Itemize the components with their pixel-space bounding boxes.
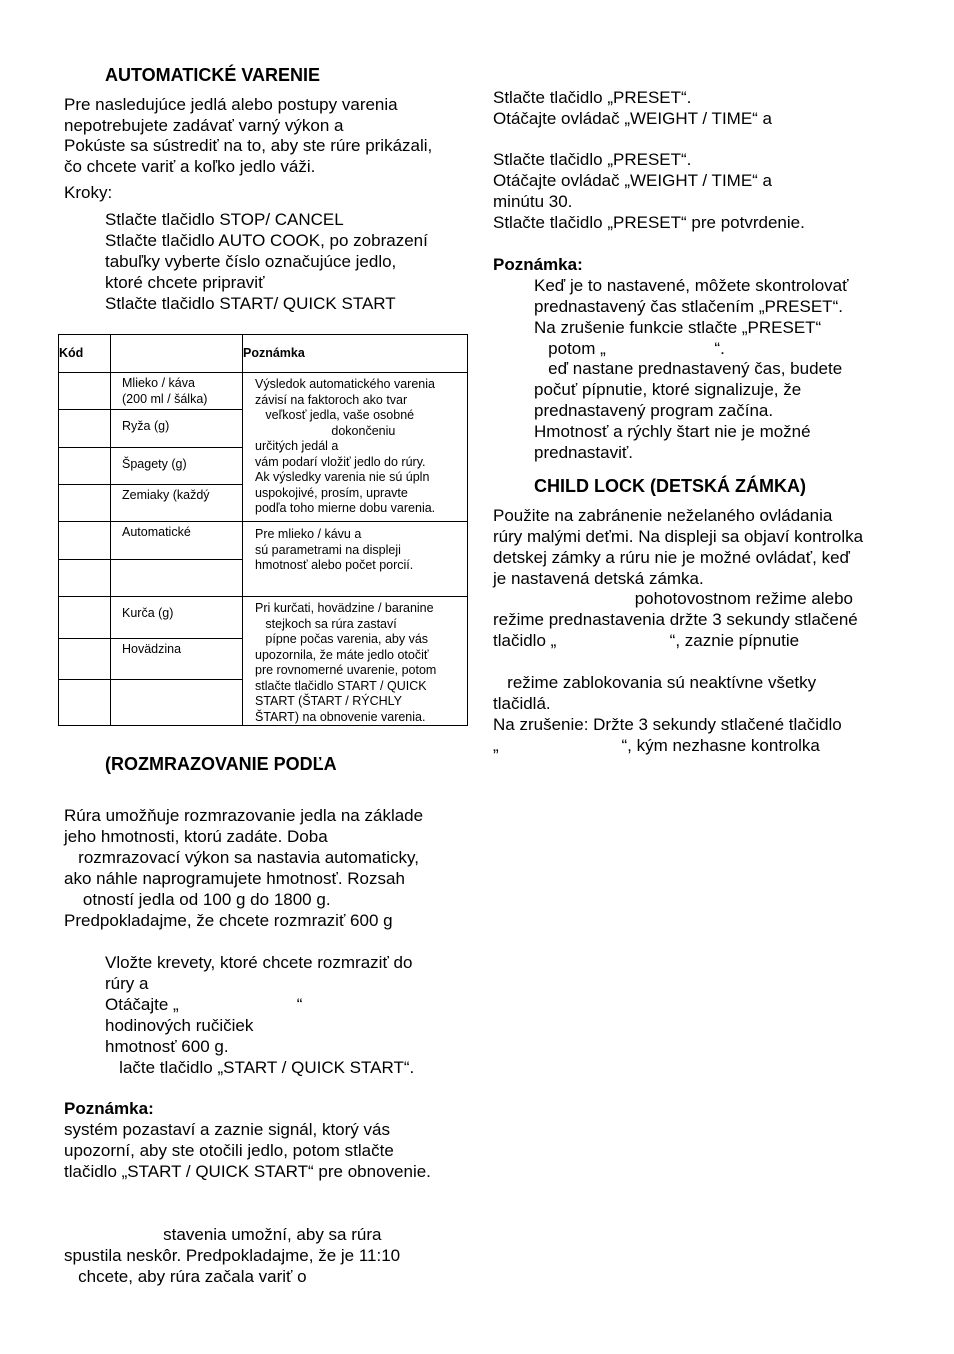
defrost-step: hodinových ručičiek	[105, 1016, 254, 1035]
preset-note-line: eď nastane prednastavený čas, budete	[534, 359, 843, 378]
preset-intro-line: chcete, aby rúra začala variť o	[64, 1267, 307, 1286]
note-cell-milk	[243, 522, 468, 597]
food-cell: Hovädzina	[111, 638, 243, 679]
header-note: Poznámka	[243, 335, 468, 373]
preset-note-line: Keď je to nastavené, môžete skontrolovať	[534, 276, 849, 295]
note-cell-general	[243, 373, 468, 522]
defrost-line: rozmrazovací výkon sa nastavia automaticky,	[64, 848, 419, 867]
step-line: Stlačte tlačidlo AUTO COOK, po zobrazení	[105, 231, 428, 250]
code-cell	[59, 448, 111, 485]
child-lock-line: je nastavená detská zámka.	[493, 569, 704, 588]
intro-line: Pre nasledujúce jedlá alebo postupy varenia	[64, 95, 398, 114]
step-line: ktoré chcete pripraviť	[105, 273, 265, 292]
child-lock-line: rúry malými deťmi. Na displeji sa objaví kontrolka	[493, 527, 864, 546]
preset-note-line: Hmotnosť a rýchly štart nie je možné	[534, 422, 811, 441]
defrost-line: otností jedla od 100 g do 1800 g.	[64, 890, 331, 909]
preset-step: Stlačte tlačidlo „PRESET“ pre potvrdenie.	[493, 213, 805, 232]
food-cell: Zemiaky (každý	[111, 485, 243, 522]
food-cell: Kurča (g)	[111, 597, 243, 639]
note-general-text: Výsledok automatického varenia závisí na faktoroch ako tvar veľkosť jedla, vaše osobné dokončeniu určitých jedál a vám podarí vložiť jedlo do rúry. Ak výsledky varenia nie sú úpln uspokojivé, prosím, upravte podľa toho mierne dobu varenia.	[255, 377, 436, 515]
defrost-step: hmotnosť 600 g.	[105, 1037, 229, 1056]
child-lock-line: Použite na zabránenie neželaného ovládania	[493, 506, 833, 525]
note-milk-text: Pre mlieko / kávu a sú parametrami na displeji hmotnosť alebo počet porcií.	[255, 527, 414, 572]
code-cell	[59, 597, 111, 639]
preset-step: Otáčajte ovládač „WEIGHT / TIME“ a	[493, 109, 773, 128]
food-cell: Ryža (g)	[111, 410, 243, 448]
defrost-note-line: tlačidlo „START / QUICK START“ pre obnovenie.	[64, 1162, 431, 1181]
auto-cook-heading: AUTOMATICKÉ VARENIE	[105, 65, 321, 85]
defrost-heading: (ROZMRAZOVANIE PODĽA	[105, 754, 337, 774]
defrost-step: Vložte krevety, ktoré chcete rozmraziť do	[105, 953, 413, 972]
code-cell	[59, 373, 111, 410]
code-cell	[59, 522, 111, 560]
preset-note-line: Na zrušenie funkcie stlačte „PRESET“	[534, 318, 822, 337]
defrost-note-line: systém pozastaví a zaznie signál, ktorý vás	[64, 1120, 390, 1139]
child-lock-line: detskej zámky a rúru nie je možné ovládať, keď	[493, 548, 850, 567]
step-line: Stlačte tlačidlo STOP/ CANCEL	[105, 210, 344, 229]
steps-label: Kroky:	[64, 183, 113, 202]
food-cell	[111, 560, 243, 597]
step-line: tabuľky vyberte číslo označujúce jedlo,	[105, 252, 397, 271]
food-cell: Automatické	[111, 522, 243, 560]
auto-cook-table	[58, 334, 468, 726]
child-lock-line: režime zablokovania sú neaktívne všetky	[493, 673, 817, 692]
child-lock-line: pohotovostnom režime alebo	[493, 589, 853, 608]
preset-note-line: potom „ “.	[534, 339, 725, 358]
child-lock-line: tlačidlá.	[493, 694, 551, 713]
defrost-note-label: Poznámka:	[64, 1099, 154, 1118]
preset-intro-line: stavenia umožní, aby sa rúra	[64, 1225, 382, 1244]
preset-note-label: Poznámka:	[493, 255, 583, 274]
preset-note-line: prednastaviť.	[534, 443, 633, 462]
defrost-step: lačte tlačidlo „START / QUICK START“.	[105, 1058, 415, 1077]
code-cell	[59, 679, 111, 725]
child-lock-line: tlačidlo „ “, zaznie pípnutie	[493, 631, 800, 650]
preset-note-line: prednastavený program začína.	[534, 401, 774, 420]
preset-note-line: prednastavený čas stlačením „PRESET“.	[534, 297, 843, 316]
intro-line: čo chcete variť a koľko jedlo váži.	[64, 157, 316, 176]
code-cell	[59, 410, 111, 448]
child-lock-line: Na zrušenie: Držte 3 sekundy stlačené tlačidlo	[493, 715, 842, 734]
note-cell-meat	[243, 597, 468, 726]
code-cell	[59, 638, 111, 679]
preset-note-line: počuť pípnutie, ktoré signalizuje, že	[534, 380, 802, 399]
child-lock-heading: CHILD LOCK (DETSKÁ ZÁMKA)	[534, 476, 806, 496]
intro-line: nepotrebujete zadávať varný výkon a	[64, 116, 344, 135]
code-cell	[59, 560, 111, 597]
table-row	[59, 597, 468, 639]
defrost-step: rúry a	[105, 974, 149, 993]
header-food	[111, 335, 243, 373]
preset-step: Otáčajte ovládač „WEIGHT / TIME“ a	[493, 171, 773, 190]
preset-intro-line: spustila neskôr. Predpokladajme, že je 11:10	[64, 1246, 401, 1265]
note-meat-text: Pri kurčati, hovädzine / baranine stejkoch sa rúra zastaví pípne počas varenia, aby vás upozornila, že máte jedlo otočiť pre rovnomerné uvarenie, potom stlačte tlačidlo START / QUICK START (ŠTART / RÝCHLY ŠTART) na obnovenie varenia.	[255, 601, 437, 724]
step-line: Stlačte tlačidlo START/ QUICK START	[105, 294, 396, 313]
defrost-line: ako náhle naprogramujete hmotnosť. Rozsah	[64, 869, 405, 888]
defrost-line: jeho hmotnosti, ktorú zadáte. Doba	[64, 827, 328, 846]
food-cell: Mlieko / káva (200 ml / šálka)	[111, 373, 243, 410]
code-cell	[59, 485, 111, 522]
child-lock-line: režime prednastavenia držte 3 sekundy stlačené	[493, 610, 858, 629]
defrost-line: Predpokladajme, že chcete rozmraziť 600 g	[64, 911, 393, 930]
defrost-note-line: upozorní, aby ste otočili jedlo, potom stlačte	[64, 1141, 394, 1160]
table-header-row	[59, 335, 468, 373]
defrost-step: Otáčajte „ “	[105, 995, 303, 1014]
header-code: Kód	[59, 335, 111, 373]
table-row	[59, 373, 468, 410]
child-lock-line: „ “, kým nezhasne kontrolka	[493, 736, 820, 755]
preset-step: minútu 30.	[493, 192, 573, 211]
preset-step: Stlačte tlačidlo „PRESET“.	[493, 150, 692, 169]
preset-step: Stlačte tlačidlo „PRESET“.	[493, 88, 692, 107]
intro-line: Pokúste sa sústrediť na to, aby ste rúre prikázali,	[64, 136, 433, 155]
food-cell	[111, 679, 243, 725]
defrost-line: Rúra umožňuje rozmrazovanie jedla na základe	[64, 806, 424, 825]
food-cell: Špagety (g)	[111, 448, 243, 485]
table-row	[59, 522, 468, 560]
